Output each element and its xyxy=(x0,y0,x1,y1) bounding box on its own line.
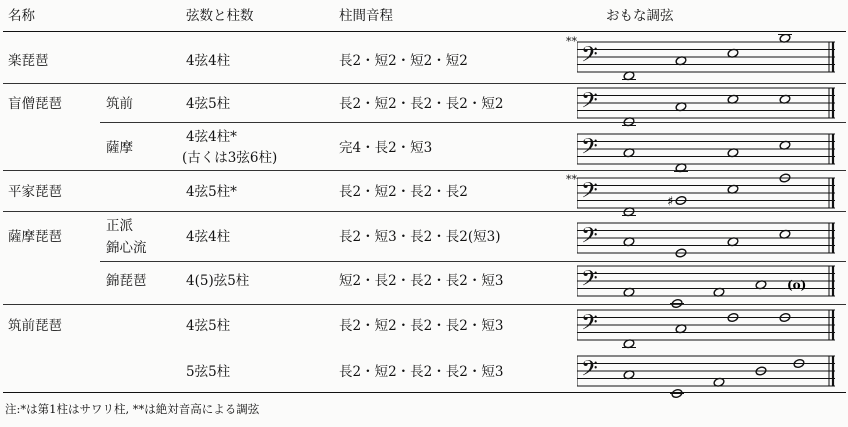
header-intervals: 柱間音程 xyxy=(339,8,393,24)
music-staff xyxy=(577,80,835,130)
row-subtype: 筑前 xyxy=(106,96,133,112)
parenthesized-note: (o) xyxy=(787,277,807,292)
music-staff xyxy=(577,126,835,176)
music-staff xyxy=(577,170,835,220)
row-intervals: 長2・短2・長2・長2 xyxy=(339,184,468,200)
row-strings: 4(5)弦5柱 xyxy=(186,273,250,289)
music-staff xyxy=(577,34,835,84)
row-subtype: 正派 xyxy=(106,218,133,234)
music-staff xyxy=(577,258,835,308)
row-subtype: 薩摩 xyxy=(106,140,133,156)
row-strings: 5弦5柱 xyxy=(186,364,231,380)
bass-clef-icon: 𝄢 xyxy=(581,310,598,341)
row-name: 盲僧琵琶 xyxy=(8,96,62,112)
staff-row-2 xyxy=(577,126,835,176)
row-name: 平家琵琶 xyxy=(8,184,62,200)
staff-row-6 xyxy=(577,302,835,352)
row-intervals: 長2・短2・長2・長2・短2 xyxy=(339,96,504,112)
row-intervals: 長2・短2・長2・長2・短3 xyxy=(339,364,504,380)
staff-row-1 xyxy=(577,80,835,130)
bass-clef-icon: 𝄢 xyxy=(581,356,598,387)
row-subtype-line2: 錦心流 xyxy=(106,240,147,256)
bass-clef-icon: 𝄢 xyxy=(581,42,598,73)
absolute-pitch-mark: ** xyxy=(566,35,577,48)
music-staff xyxy=(577,348,835,398)
staff-row-3 xyxy=(577,170,835,220)
header-tunings: おもな調弦 xyxy=(606,8,674,24)
row-intervals: 長2・短3・長2・長2(短3) xyxy=(339,229,501,245)
row-name: 薩摩琵琶 xyxy=(8,229,62,245)
footnote: 注:*は第1柱はサワリ柱, **は絶対音高による調弦 xyxy=(5,402,260,416)
row-strings: 4弦5柱* xyxy=(186,184,237,200)
absolute-pitch-mark: ** xyxy=(566,173,577,186)
header-strings-frets: 弦数と柱数 xyxy=(186,8,254,24)
row-name: 楽琵琶 xyxy=(8,53,49,69)
row-strings: 4弦4柱* xyxy=(186,129,237,145)
bass-clef-icon: 𝄢 xyxy=(581,266,598,297)
sharp-icon: ♯ xyxy=(667,194,674,210)
staff-row-0 xyxy=(577,34,835,84)
row-strings: 4弦5柱 xyxy=(186,96,231,112)
row-subtype: 錦琵琶 xyxy=(106,273,147,289)
table-top-rule xyxy=(3,31,846,32)
row-name: 筑前琵琶 xyxy=(8,318,62,334)
header-name: 名称 xyxy=(8,8,35,24)
bass-clef-icon: 𝄢 xyxy=(581,134,598,165)
row-intervals: 長2・短2・短2・短2 xyxy=(339,53,468,69)
music-staff xyxy=(577,302,835,352)
row-strings: 4弦4柱 xyxy=(186,53,231,69)
row-strings-note: (古くは3弦6柱) xyxy=(182,150,278,166)
row-intervals: 長2・短2・長2・長2・短3 xyxy=(339,318,504,334)
bass-clef-icon: 𝄢 xyxy=(581,88,598,119)
row-strings: 4弦5柱 xyxy=(186,318,231,334)
row-intervals: 完4・長2・短3 xyxy=(339,140,433,156)
staff-row-5 xyxy=(577,258,835,308)
row-strings: 4弦4柱 xyxy=(186,229,231,245)
staff-row-7 xyxy=(577,348,835,398)
row-intervals: 短2・長2・長2・長2・短3 xyxy=(339,273,504,289)
bass-clef-icon: 𝄢 xyxy=(581,178,598,209)
bass-clef-icon: 𝄢 xyxy=(581,223,598,254)
